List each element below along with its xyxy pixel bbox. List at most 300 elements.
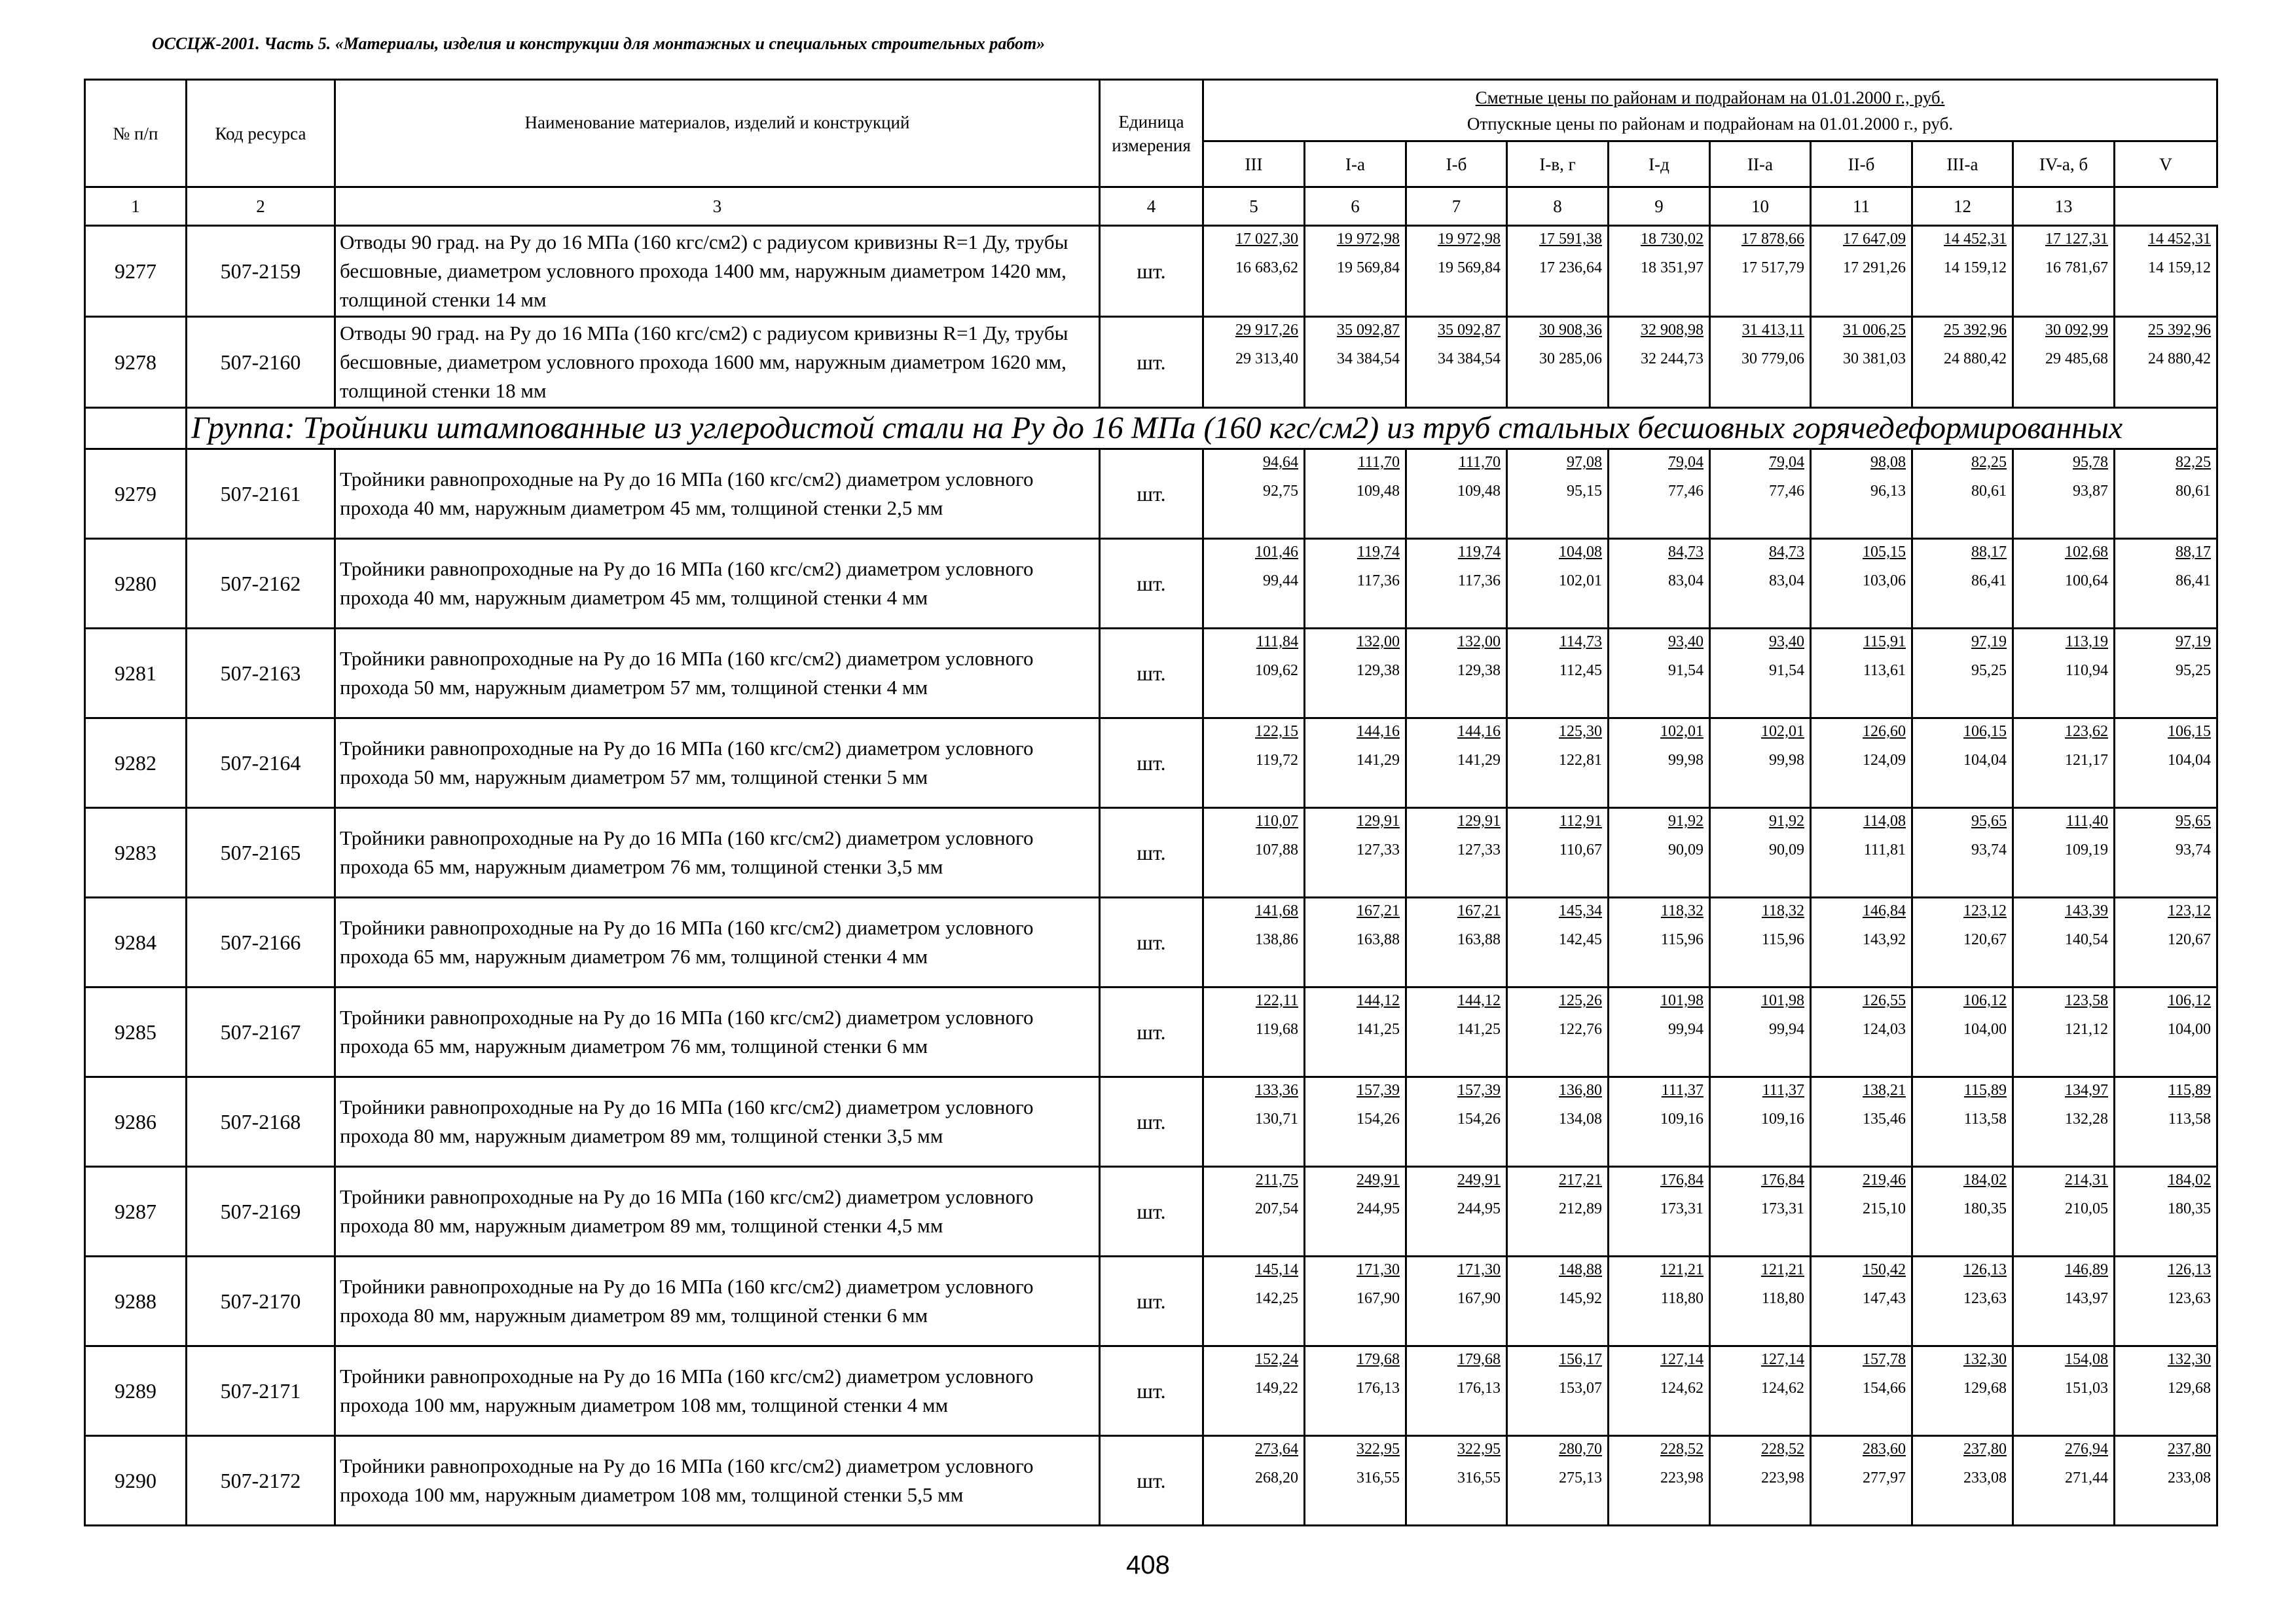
release-price: 120,67 bbox=[2168, 931, 2211, 948]
estimate-price: 17 127,31 bbox=[2045, 231, 2108, 248]
price-cell bbox=[1305, 987, 1406, 1077]
price-cell bbox=[1912, 539, 2013, 629]
row-number: 9278 bbox=[85, 317, 187, 408]
estimate-price: 167,21 bbox=[1357, 902, 1400, 919]
estimate-price: 126,55 bbox=[1863, 992, 1906, 1009]
price-cell bbox=[1305, 1436, 1406, 1526]
price-cell bbox=[1912, 1257, 2013, 1346]
table-row bbox=[85, 808, 2217, 898]
release-price: 167,90 bbox=[1457, 1290, 1501, 1307]
price-cell bbox=[1912, 449, 2013, 539]
release-price: 118,80 bbox=[1761, 1290, 1804, 1307]
release-price: 173,31 bbox=[1660, 1200, 1704, 1217]
release-price: 124,62 bbox=[1660, 1380, 1704, 1397]
estimate-price: 94,64 bbox=[1263, 454, 1298, 471]
estimate-price: 113,19 bbox=[2065, 633, 2108, 650]
price-cell bbox=[1710, 449, 1811, 539]
item-name: Тройники равнопроходные на Ру до 16 МПа (160 кгс/см2) диаметром условного прохода 50 мм, наружным диаметром 57 мм, толщиной стенки 4 мм bbox=[335, 629, 1100, 718]
estimate-price: 106,12 bbox=[2168, 992, 2211, 1009]
row-number: 9277 bbox=[85, 226, 187, 317]
estimate-price: 19 972,98 bbox=[1438, 231, 1501, 248]
price-cell bbox=[1203, 1257, 1305, 1346]
estimate-price: 125,26 bbox=[1559, 992, 1602, 1009]
estimate-price: 228,52 bbox=[1761, 1441, 1804, 1458]
price-cell bbox=[1203, 226, 1305, 317]
estimate-price: 95,65 bbox=[1971, 813, 2007, 830]
release-price: 83,04 bbox=[1668, 572, 1704, 589]
release-price: 138,86 bbox=[1255, 931, 1298, 948]
col-header-unit: Единица измерения bbox=[1100, 80, 1203, 187]
table-row bbox=[85, 317, 2217, 408]
price-cell bbox=[1203, 987, 1305, 1077]
release-price: 111,81 bbox=[1863, 841, 1906, 858]
price-cell bbox=[1507, 449, 1609, 539]
table-row bbox=[85, 898, 2217, 987]
price-cell bbox=[1912, 987, 2013, 1077]
estimate-price: 144,16 bbox=[1357, 723, 1400, 740]
release-price: 173,31 bbox=[1761, 1200, 1804, 1217]
unit: шт. bbox=[1100, 449, 1203, 539]
price-cell bbox=[2115, 1257, 2217, 1346]
release-price: 109,48 bbox=[1457, 483, 1501, 500]
unit: шт. bbox=[1100, 1077, 1203, 1167]
estimate-price: 17 647,09 bbox=[1843, 231, 1906, 248]
price-cell bbox=[1507, 808, 1609, 898]
price-cell bbox=[1203, 808, 1305, 898]
column-index: 9 bbox=[1609, 187, 1710, 226]
release-price: 316,55 bbox=[1357, 1469, 1400, 1486]
estimate-price: 136,80 bbox=[1559, 1082, 1602, 1099]
estimate-price: 79,04 bbox=[1668, 454, 1704, 471]
estimate-price: 122,15 bbox=[1255, 723, 1298, 740]
price-cell bbox=[1203, 317, 1305, 408]
price-cell bbox=[1710, 1346, 1811, 1436]
release-price: 30 381,03 bbox=[1843, 350, 1906, 367]
estimate-price: 111,84 bbox=[1256, 633, 1298, 650]
resource-code: 507-2168 bbox=[187, 1077, 335, 1167]
release-price: 145,92 bbox=[1559, 1290, 1602, 1307]
unit: шт. bbox=[1100, 629, 1203, 718]
price-cell bbox=[2013, 1346, 2115, 1436]
price-cell bbox=[1811, 718, 1912, 808]
estimate-price: 217,21 bbox=[1559, 1172, 1602, 1189]
estimate-price: 273,64 bbox=[1255, 1441, 1298, 1458]
release-price: 141,25 bbox=[1457, 1021, 1501, 1038]
price-cell bbox=[2013, 317, 2115, 408]
release-price: 29 313,40 bbox=[1235, 350, 1298, 367]
estimate-price: 84,73 bbox=[1769, 544, 1804, 561]
price-cell bbox=[1912, 808, 2013, 898]
price-cell bbox=[1507, 539, 1609, 629]
estimate-price: 122,11 bbox=[1255, 992, 1298, 1009]
col-header-prices bbox=[1203, 80, 2217, 141]
column-index: 7 bbox=[1406, 187, 1507, 226]
estimate-price: 30 908,36 bbox=[1539, 322, 1602, 339]
region-header: IV-а, б bbox=[2013, 141, 2115, 187]
resource-code: 507-2162 bbox=[187, 539, 335, 629]
release-price: 124,03 bbox=[1863, 1021, 1906, 1038]
price-cell bbox=[1507, 1346, 1609, 1436]
estimate-price: 144,16 bbox=[1457, 723, 1501, 740]
release-price: 80,61 bbox=[1971, 483, 2007, 500]
estimate-price: 126,60 bbox=[1863, 723, 1906, 740]
estimate-price: 115,89 bbox=[1963, 1082, 2007, 1099]
estimate-price: 114,73 bbox=[1559, 633, 1602, 650]
region-header: III-а bbox=[1912, 141, 2013, 187]
region-header: II-а bbox=[1710, 141, 1811, 187]
price-cell bbox=[1609, 1257, 1710, 1346]
price-cell bbox=[2013, 539, 2115, 629]
price-cell bbox=[1710, 987, 1811, 1077]
price-cell bbox=[1203, 718, 1305, 808]
estimate-price: 134,97 bbox=[2065, 1082, 2108, 1099]
price-cell bbox=[1609, 898, 1710, 987]
estimate-price: 35 092,87 bbox=[1337, 322, 1400, 339]
price-cell bbox=[1609, 1167, 1710, 1257]
price-cell bbox=[1305, 317, 1406, 408]
estimate-price: 97,19 bbox=[1971, 633, 2007, 650]
estimate-price: 14 452,31 bbox=[1944, 231, 2007, 248]
group-spacer bbox=[85, 408, 187, 449]
estimate-price: 157,78 bbox=[1863, 1351, 1906, 1368]
release-price: 142,25 bbox=[1255, 1290, 1298, 1307]
estimate-price: 148,88 bbox=[1559, 1261, 1602, 1278]
price-cell bbox=[1609, 449, 1710, 539]
release-price: 104,04 bbox=[1963, 752, 2007, 769]
estimate-price: 121,21 bbox=[1660, 1261, 1704, 1278]
release-price: 30 779,06 bbox=[1741, 350, 1804, 367]
unit: шт. bbox=[1100, 987, 1203, 1077]
item-name: Тройники равнопроходные на Ру до 16 МПа (160 кгс/см2) диаметром условного прохода 65 мм, наружным диаметром 76 мм, толщиной стенки 6 мм bbox=[335, 987, 1100, 1077]
price-cell bbox=[1203, 1077, 1305, 1167]
price-cell bbox=[1305, 808, 1406, 898]
estimate-price: 25 392,96 bbox=[1944, 322, 2007, 339]
estimate-price: 111,70 bbox=[1357, 454, 1400, 471]
release-price: 104,00 bbox=[2168, 1021, 2211, 1038]
price-cell bbox=[1609, 1436, 1710, 1526]
estimate-price: 154,08 bbox=[2065, 1351, 2108, 1368]
estimate-price: 114,08 bbox=[1863, 813, 1906, 830]
price-cell bbox=[1912, 898, 2013, 987]
price-cell bbox=[1710, 808, 1811, 898]
resource-code: 507-2165 bbox=[187, 808, 335, 898]
price-cell bbox=[2115, 1346, 2217, 1436]
release-price: 119,72 bbox=[1255, 752, 1298, 769]
item-name: Тройники равнопроходные на Ру до 16 МПа (160 кгс/см2) диаметром условного прохода 65 мм, наружным диаметром 76 мм, толщиной стенки 4 мм bbox=[335, 898, 1100, 987]
release-price: 16 781,67 bbox=[2045, 259, 2108, 276]
price-cell bbox=[1305, 449, 1406, 539]
price-cell bbox=[2115, 226, 2217, 317]
release-price: 119,68 bbox=[1255, 1021, 1298, 1038]
release-price: 210,05 bbox=[2065, 1200, 2108, 1217]
page-number: 408 bbox=[1126, 1551, 1170, 1579]
price-cell bbox=[1609, 629, 1710, 718]
estimate-price: 110,07 bbox=[1255, 813, 1298, 830]
release-price: 121,12 bbox=[2065, 1021, 2108, 1038]
estimate-price: 123,62 bbox=[2065, 723, 2108, 740]
row-number: 9287 bbox=[85, 1167, 187, 1257]
price-cell bbox=[1305, 718, 1406, 808]
release-price: 244,95 bbox=[1357, 1200, 1400, 1217]
release-price: 271,44 bbox=[2065, 1469, 2108, 1486]
release-price: 180,35 bbox=[1963, 1200, 2007, 1217]
price-cell bbox=[1710, 898, 1811, 987]
column-index: 12 bbox=[1912, 187, 2013, 226]
estimate-price: 143,39 bbox=[2065, 902, 2108, 919]
price-cell bbox=[1406, 629, 1507, 718]
release-price: 141,29 bbox=[1457, 752, 1501, 769]
price-cell bbox=[1811, 1257, 1912, 1346]
price-cell bbox=[2013, 1257, 2115, 1346]
release-price: 124,62 bbox=[1761, 1380, 1804, 1397]
item-name: Тройники равнопроходные на Ру до 16 МПа (160 кгс/см2) диаметром условного прохода 100 мм, наружным диаметром 108 мм, толщиной стенки 4 мм bbox=[335, 1346, 1100, 1436]
estimate-price: 141,68 bbox=[1255, 902, 1298, 919]
release-price: 99,94 bbox=[1668, 1021, 1704, 1038]
release-price: 154,26 bbox=[1357, 1111, 1400, 1128]
estimate-price: 211,75 bbox=[1255, 1172, 1298, 1189]
row-number: 9286 bbox=[85, 1077, 187, 1167]
estimate-price: 125,30 bbox=[1559, 723, 1602, 740]
release-price: 104,04 bbox=[2168, 752, 2211, 769]
table-row bbox=[85, 1436, 2217, 1526]
price-cell bbox=[1912, 629, 2013, 718]
price-cell bbox=[1305, 1167, 1406, 1257]
release-price: 109,62 bbox=[1255, 662, 1298, 679]
column-index: 6 bbox=[1305, 187, 1406, 226]
release-price: 30 285,06 bbox=[1539, 350, 1602, 367]
estimate-price: 102,01 bbox=[1761, 723, 1804, 740]
release-price: 86,41 bbox=[2176, 572, 2211, 589]
release-price: 154,66 bbox=[1863, 1380, 1906, 1397]
row-number: 9279 bbox=[85, 449, 187, 539]
release-price: 112,45 bbox=[1559, 662, 1602, 679]
resource-code: 507-2161 bbox=[187, 449, 335, 539]
release-price: 104,00 bbox=[1963, 1021, 2007, 1038]
row-number: 9282 bbox=[85, 718, 187, 808]
release-price: 90,09 bbox=[1668, 841, 1704, 858]
release-price: 123,63 bbox=[1963, 1290, 2007, 1307]
estimate-price: 82,25 bbox=[2176, 454, 2211, 471]
release-price: 118,80 bbox=[1660, 1290, 1704, 1307]
price-table bbox=[84, 79, 2218, 1526]
release-price: 24 880,42 bbox=[1944, 350, 2007, 367]
release-price: 149,22 bbox=[1255, 1380, 1298, 1397]
estimate-price: 249,91 bbox=[1357, 1172, 1400, 1189]
region-header: I-в, г bbox=[1507, 141, 1609, 187]
release-price: 16 683,62 bbox=[1235, 259, 1298, 276]
region-header: II-б bbox=[1811, 141, 1912, 187]
estimate-price: 179,68 bbox=[1357, 1351, 1400, 1368]
price-cell bbox=[1406, 226, 1507, 317]
estimate-price: 176,84 bbox=[1761, 1172, 1804, 1189]
release-price: 122,76 bbox=[1559, 1021, 1602, 1038]
price-cell bbox=[1811, 449, 1912, 539]
release-price: 95,25 bbox=[1971, 662, 2007, 679]
release-price: 113,61 bbox=[1863, 662, 1906, 679]
price-cell bbox=[1406, 1167, 1507, 1257]
price-cell bbox=[1811, 987, 1912, 1077]
price-cell bbox=[2013, 1436, 2115, 1526]
estimate-price: 88,17 bbox=[1971, 544, 2007, 561]
price-cell bbox=[1406, 1346, 1507, 1436]
price-cell bbox=[1609, 718, 1710, 808]
estimate-price: 111,40 bbox=[2066, 813, 2108, 830]
price-cell bbox=[1811, 226, 1912, 317]
column-index: 11 bbox=[1811, 187, 1912, 226]
release-price: 129,38 bbox=[1357, 662, 1400, 679]
estimate-price: 138,21 bbox=[1863, 1082, 1906, 1099]
price-cell bbox=[1305, 226, 1406, 317]
release-price: 18 351,97 bbox=[1641, 259, 1704, 276]
estimate-price: 111,37 bbox=[1661, 1082, 1704, 1099]
release-price: 163,88 bbox=[1357, 931, 1400, 948]
price-cell bbox=[1710, 317, 1811, 408]
release-price: 100,64 bbox=[2065, 572, 2108, 589]
col-header-code: Код ресурса bbox=[187, 80, 335, 187]
column-index: 3 bbox=[335, 187, 1100, 226]
release-price: 102,01 bbox=[1559, 572, 1602, 589]
release-price: 115,96 bbox=[1660, 931, 1704, 948]
item-name: Тройники равнопроходные на Ру до 16 МПа (160 кгс/см2) диаметром условного прохода 40 мм, наружным диаметром 45 мм, толщиной стенки 4 мм bbox=[335, 539, 1100, 629]
price-cell bbox=[2013, 718, 2115, 808]
price-cell bbox=[2013, 449, 2115, 539]
estimate-price: 111,37 bbox=[1762, 1082, 1804, 1099]
price-cell bbox=[1710, 718, 1811, 808]
estimate-price: 32 908,98 bbox=[1641, 322, 1704, 339]
price-cell bbox=[2115, 1077, 2217, 1167]
estimate-price: 91,92 bbox=[1769, 813, 1804, 830]
price-cell bbox=[1609, 226, 1710, 317]
unit: шт. bbox=[1100, 1167, 1203, 1257]
estimate-price: 184,02 bbox=[2168, 1172, 2211, 1189]
price-cell bbox=[1609, 1346, 1710, 1436]
price-cell bbox=[1507, 226, 1609, 317]
price-cell bbox=[1406, 449, 1507, 539]
price-cell bbox=[2013, 629, 2115, 718]
table-row bbox=[85, 1257, 2217, 1346]
estimate-price: 98,08 bbox=[1870, 454, 1906, 471]
estimate-price: 118,32 bbox=[1761, 902, 1804, 919]
release-price: 129,68 bbox=[1963, 1380, 2007, 1397]
price-cell bbox=[1811, 539, 1912, 629]
estimate-price: 14 452,31 bbox=[2148, 231, 2211, 248]
release-price: 110,67 bbox=[1559, 841, 1602, 858]
estimate-price: 17 878,66 bbox=[1741, 231, 1804, 248]
estimate-price: 133,36 bbox=[1255, 1082, 1298, 1099]
estimate-price: 106,12 bbox=[1963, 992, 2007, 1009]
price-cell bbox=[2115, 317, 2217, 408]
estimate-price: 31 413,11 bbox=[1741, 322, 1804, 339]
estimate-price: 237,80 bbox=[1963, 1441, 2007, 1458]
estimate-price: 219,46 bbox=[1863, 1172, 1906, 1189]
estimate-price: 132,00 bbox=[1357, 633, 1400, 650]
price-cell bbox=[1609, 808, 1710, 898]
unit: шт. bbox=[1100, 808, 1203, 898]
estimate-price: 126,13 bbox=[2168, 1261, 2211, 1278]
estimate-price: 17 027,30 bbox=[1235, 231, 1298, 248]
estimate-price: 145,34 bbox=[1559, 902, 1602, 919]
price-cell bbox=[2013, 226, 2115, 317]
release-price: 113,58 bbox=[1963, 1111, 2007, 1128]
estimate-price: 280,70 bbox=[1559, 1441, 1602, 1458]
price-cell bbox=[1507, 1257, 1609, 1346]
price-cell bbox=[2013, 898, 2115, 987]
estimate-price: 106,15 bbox=[2168, 723, 2211, 740]
release-price: 120,67 bbox=[1963, 931, 2007, 948]
document-header: ОССЦЖ-2001. Часть 5. «Материалы, изделия и конструкции для монтажных и специальных строительных работ» bbox=[152, 34, 1046, 53]
release-price: 19 569,84 bbox=[1438, 259, 1501, 276]
estimate-price: 144,12 bbox=[1457, 992, 1501, 1009]
release-price: 92,75 bbox=[1263, 483, 1298, 500]
row-number: 9285 bbox=[85, 987, 187, 1077]
price-cell bbox=[1507, 987, 1609, 1077]
release-price: 275,13 bbox=[1559, 1469, 1602, 1486]
release-price: 129,38 bbox=[1457, 662, 1501, 679]
row-number: 9280 bbox=[85, 539, 187, 629]
item-name: Тройники равнопроходные на Ру до 16 МПа (160 кгс/см2) диаметром условного прохода 80 мм, наружным диаметром 89 мм, толщиной стенки 3,5 мм bbox=[335, 1077, 1100, 1167]
release-price: 99,44 bbox=[1263, 572, 1298, 589]
estimate-price: 105,15 bbox=[1863, 544, 1906, 561]
region-header: I-а bbox=[1305, 141, 1406, 187]
row-number: 9288 bbox=[85, 1257, 187, 1346]
price-cell bbox=[2115, 987, 2217, 1077]
table-row bbox=[85, 718, 2217, 808]
price-cell bbox=[1507, 317, 1609, 408]
estimate-price: 157,39 bbox=[1457, 1082, 1501, 1099]
release-price: 24 880,42 bbox=[2148, 350, 2211, 367]
release-price: 124,09 bbox=[1863, 752, 1906, 769]
release-price: 244,95 bbox=[1457, 1200, 1501, 1217]
estimate-price: 119,74 bbox=[1457, 544, 1501, 561]
release-price: 132,28 bbox=[2065, 1111, 2108, 1128]
estimate-price: 150,42 bbox=[1863, 1261, 1906, 1278]
estimate-price: 129,91 bbox=[1457, 813, 1501, 830]
estimate-price: 129,91 bbox=[1357, 813, 1400, 830]
column-index: 4 bbox=[1100, 187, 1203, 226]
price-cell bbox=[1609, 317, 1710, 408]
unit: шт. bbox=[1100, 1257, 1203, 1346]
release-price: 80,61 bbox=[2176, 483, 2211, 500]
unit: шт. bbox=[1100, 539, 1203, 629]
estimate-price: 237,80 bbox=[2168, 1441, 2211, 1458]
price-cell bbox=[1406, 987, 1507, 1077]
estimate-price: 101,98 bbox=[1660, 992, 1704, 1009]
price-cell bbox=[1406, 1257, 1507, 1346]
resource-code: 507-2171 bbox=[187, 1346, 335, 1436]
release-price: 153,07 bbox=[1559, 1380, 1602, 1397]
col-header-name: Наименование материалов, изделий и конструкций bbox=[335, 80, 1100, 187]
price-cell bbox=[1710, 226, 1811, 317]
estimate-price: 132,30 bbox=[1963, 1351, 2007, 1368]
release-price: 143,92 bbox=[1863, 931, 1906, 948]
release-price: 14 159,12 bbox=[1944, 259, 2007, 276]
item-name: Отводы 90 град. на Ру до 16 МПа (160 кгс/см2) с радиусом кривизны R=1 Ду, трубы бесшовные, диаметром условного прохода 1400 мм, наружным диаметром 1420 мм, толщиной стенки 14 мм bbox=[335, 226, 1100, 317]
release-price: 129,68 bbox=[2168, 1380, 2211, 1397]
estimate-price: 157,39 bbox=[1357, 1082, 1400, 1099]
release-price: 109,16 bbox=[1660, 1111, 1704, 1128]
price-cell bbox=[1203, 629, 1305, 718]
price-cell bbox=[2013, 987, 2115, 1077]
estimate-price: 179,68 bbox=[1457, 1351, 1501, 1368]
resource-code: 507-2163 bbox=[187, 629, 335, 718]
estimate-price: 31 006,25 bbox=[1843, 322, 1906, 339]
release-price: 215,10 bbox=[1863, 1200, 1906, 1217]
price-cell bbox=[1305, 1346, 1406, 1436]
column-index: 13 bbox=[2013, 187, 2115, 226]
release-price: 141,29 bbox=[1357, 752, 1400, 769]
estimate-price: 228,52 bbox=[1660, 1441, 1704, 1458]
estimate-price: 121,21 bbox=[1761, 1261, 1804, 1278]
